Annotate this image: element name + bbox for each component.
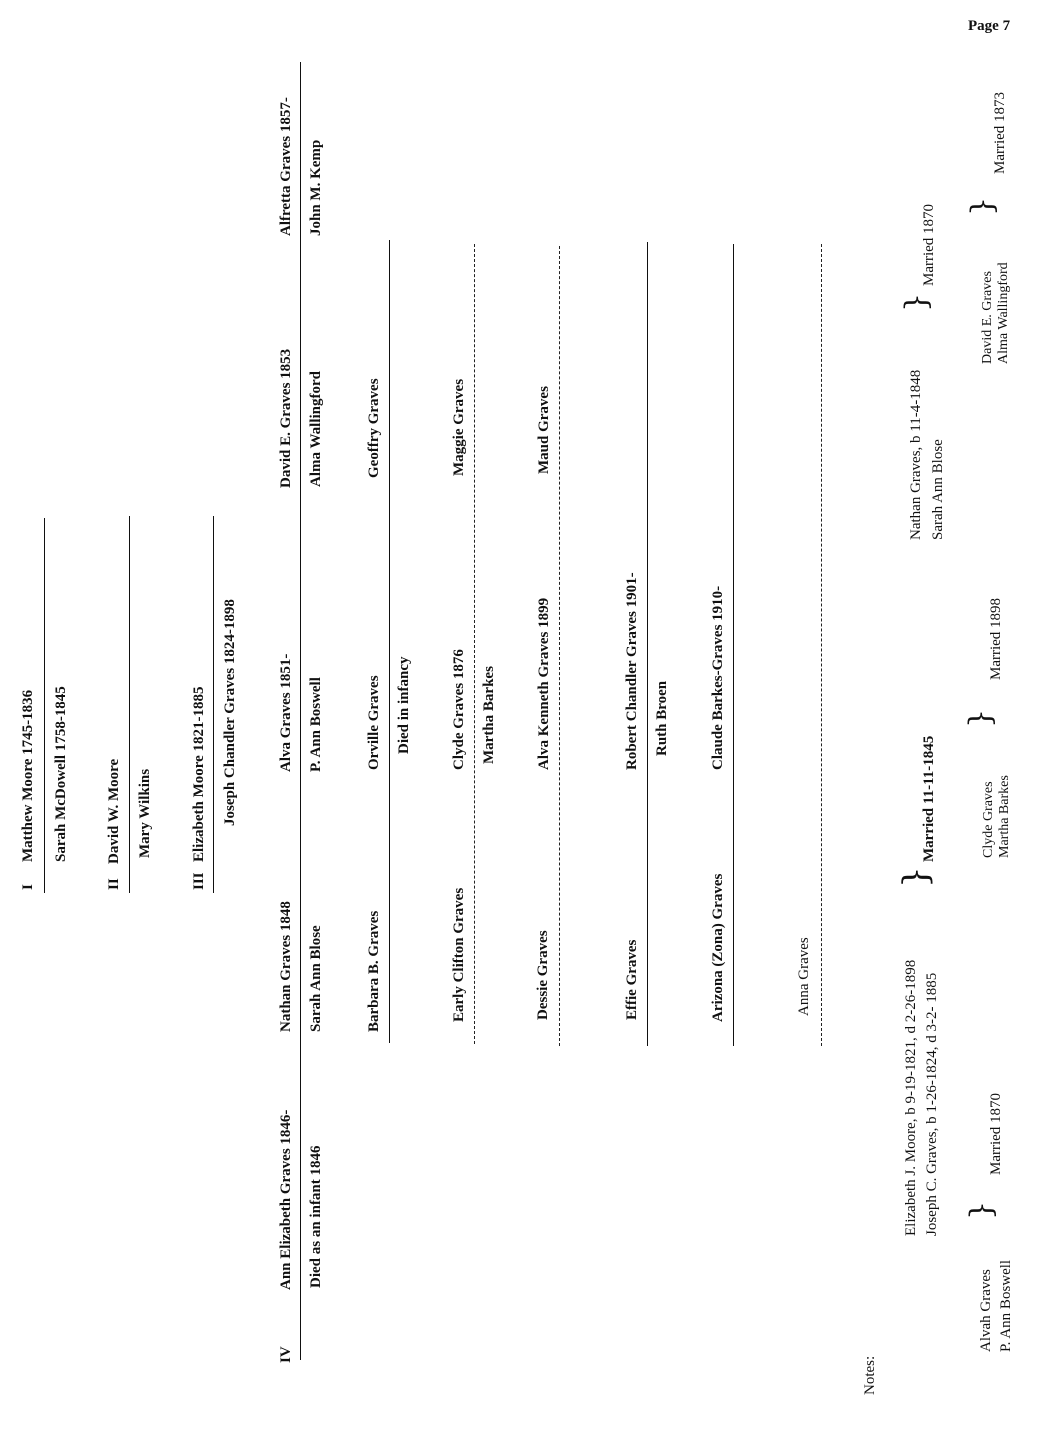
gen5-orville: Orville Graves — [366, 675, 382, 770]
gen4-spouse-david: Alma Wallingford — [308, 371, 324, 487]
gen4-spouse-nathan: Sarah Ann Blose — [308, 925, 324, 1032]
note2-married: Married 1870 — [921, 203, 937, 286]
gen5-orville-note: Died in infancy — [396, 656, 412, 754]
note5-married: Married 1873 — [992, 91, 1008, 174]
gen5-clyde-spouse: Martha Barkes — [481, 666, 497, 764]
note4-brace-icon: } — [963, 708, 998, 728]
gen4-spouse-ann: Died as an infant 1846 — [308, 1145, 324, 1288]
note1-line2: Joseph C. Graves, b 1-26-1824, d 3-2- 1885 — [924, 972, 940, 1236]
gen5-geoffry: Geoffry Graves — [366, 378, 382, 478]
gen4-line — [300, 62, 301, 1360]
gen5-early: Early Clifton Graves — [451, 887, 467, 1022]
gen4-child-alfretta: Alfretta Graves 1857- — [278, 97, 294, 236]
gen2-spouse: Mary Wilkins — [137, 768, 153, 858]
notes-label: Notes: — [862, 1355, 878, 1395]
page-number: Page 7 — [968, 18, 1011, 34]
note5-brace-icon: } — [965, 196, 1000, 216]
gen5-maud: Maud Graves — [536, 386, 552, 474]
gen5-effie: Effie Graves — [624, 939, 640, 1020]
gen5-line-2 — [474, 244, 475, 1044]
gen4-spouse-alfretta: John M. Kemp — [308, 139, 324, 236]
note4-married: Married 1898 — [988, 597, 1004, 680]
gen4-child-nathan: Nathan Graves 1848 — [278, 901, 294, 1032]
gen2-numeral: II — [106, 878, 122, 890]
gen4-child-alva: Alva Graves 1851- — [278, 653, 294, 772]
note1-married: Married 11-11-1845 — [921, 735, 937, 862]
gen6-alva-kenneth: Alva Kenneth Graves 1899 — [536, 597, 552, 770]
note4-line2: Martha Barkes — [997, 775, 1012, 858]
note2-brace-icon: } — [899, 292, 934, 312]
gen5-maggie: Maggie Graves — [451, 378, 467, 476]
gen1-numeral: I — [20, 884, 36, 890]
gen2-line — [129, 516, 130, 893]
note5-line1: David E. Graves — [980, 271, 995, 364]
gen1-spouse: Sarah McDowell 1758-1845 — [53, 686, 69, 862]
gen4-child-ann: Ann Elizabeth Graves 1846- — [278, 1109, 294, 1290]
gen5-clyde: Clyde Graves 1876 — [451, 649, 467, 770]
gen3-spouse: Joseph Chandler Graves 1824-1898 — [222, 599, 238, 826]
note3-married: Married 1870 — [988, 1092, 1004, 1175]
note1-line1: Elizabeth J. Moore, b 9-19-1821, d 2-26-1898 — [903, 959, 919, 1236]
gen5-line-4 — [647, 242, 648, 1046]
note2-line2: Sarah Ann Blose — [930, 439, 946, 540]
gen5-line-3 — [559, 246, 560, 1046]
note3-line2: P. Ann Boswell — [998, 1259, 1014, 1352]
gen5-arizona: Arizona (Zona) Graves — [710, 873, 726, 1022]
note3-brace-icon: } — [964, 1200, 999, 1220]
gen5-line-6 — [821, 244, 822, 1046]
gen6-robert-spouse: Ruth Broen — [654, 680, 670, 756]
gen5-line-1 — [389, 240, 390, 1043]
gen5-line-5 — [733, 244, 734, 1046]
gen5-barbara: Barbara B. Graves — [366, 910, 382, 1032]
gen3-line — [213, 516, 214, 893]
gen5-dessie: Dessie Graves — [535, 930, 551, 1020]
note3-line1: Alvah Graves — [978, 1269, 994, 1352]
gen5-anna: Anna Graves — [796, 937, 812, 1016]
note4-line1: Clyde Graves — [981, 781, 996, 858]
gen4-numeral: IV — [278, 1346, 294, 1363]
gen6-claude: Claude Barkes-Graves 1910- — [710, 585, 726, 770]
note2-line1: Nathan Graves, b 11-4-1848 — [908, 369, 924, 540]
gen3-numeral: III — [191, 872, 207, 890]
gen2-person: David W. Moore — [106, 758, 122, 864]
note5-line2: Alma Wallingford — [996, 262, 1011, 364]
note1-brace-icon: } — [896, 866, 936, 888]
gen6-robert: Robert Chandler Graves 1901- — [624, 572, 640, 770]
gen1-person: Matthew Moore 1745-1836 — [20, 689, 36, 862]
gen4-child-david: David E. Graves 1853 — [278, 348, 294, 488]
gen4-spouse-alva: P. Ann Boswell — [308, 677, 324, 772]
gen3-person: Elizabeth Moore 1821-1885 — [191, 686, 207, 862]
gen1-line — [44, 518, 45, 893]
